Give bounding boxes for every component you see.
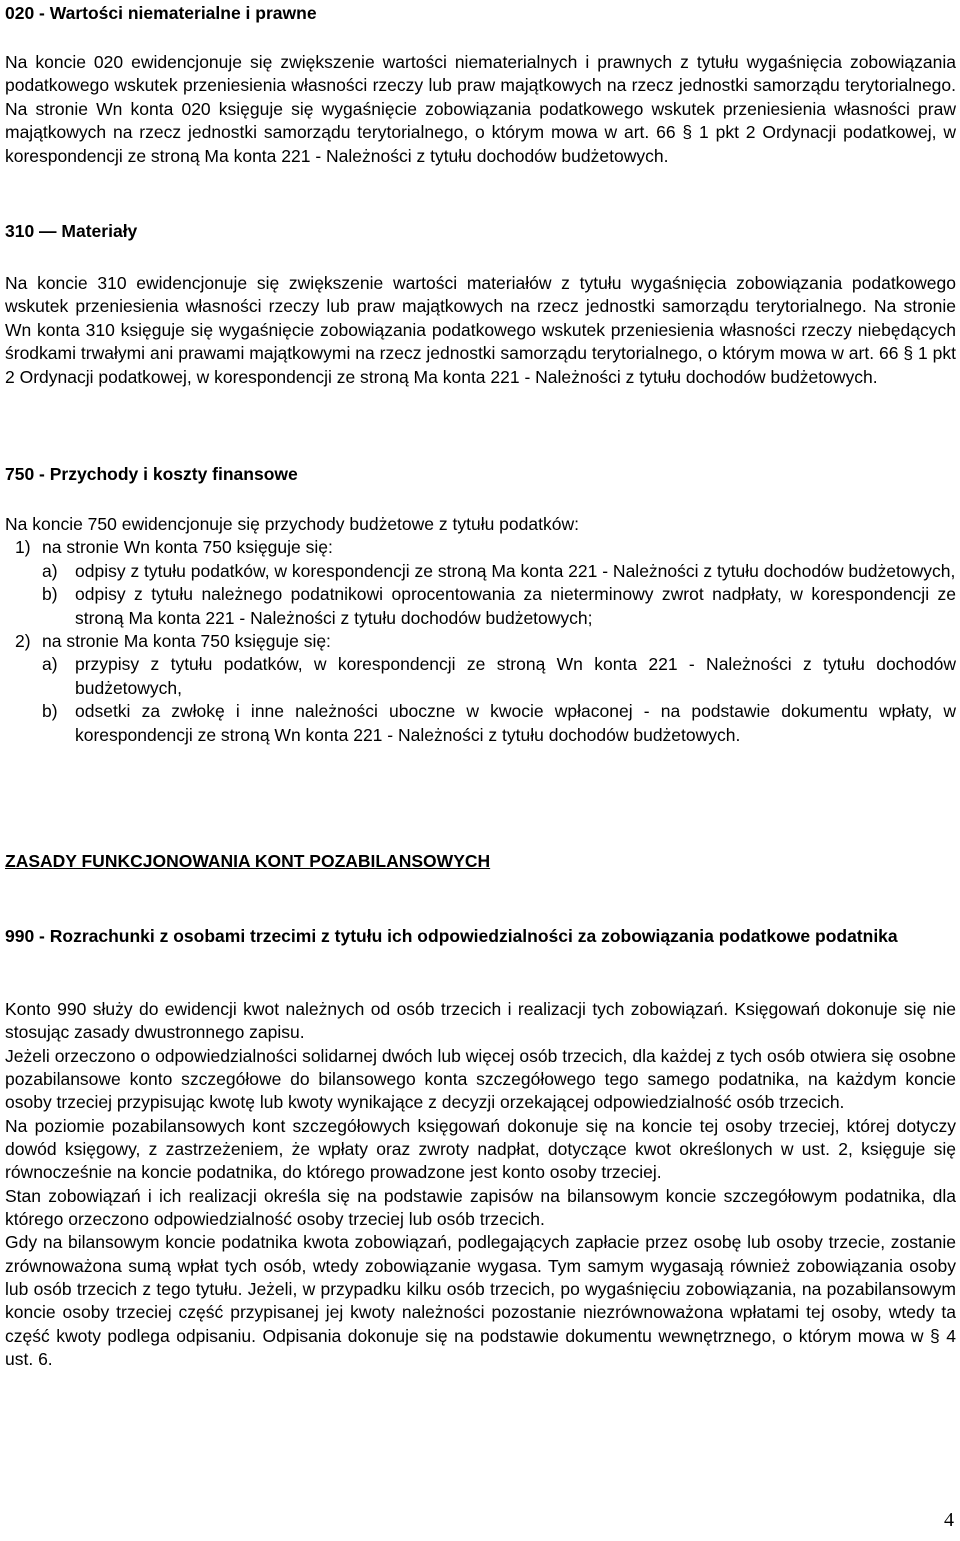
sub-list-letter: a) <box>42 560 58 581</box>
off-balance-accounts-heading: ZASADY FUNKCJONOWANIA KONT POZABILANSOWYCH <box>5 851 491 871</box>
section-310-title: 310 — Materiały <box>5 221 138 241</box>
section-990-paragraph: Gdy na bilansowym koncie podatnika kwota zobowiązań, podlegających zapłacie przez osobę lub osoby trzecie, zostanie zrównoważona sumą wpłat tych osób, wtedy zobowiązanie wygasa. Tym samym wygasają również zobowiązania osoby lub osób trzecich z tego tytułu. Jeżeli, w przypadku kilku osób trzecich, po wygaśnięciu zobowiązania, na pozabilansowym koncie osoby trzeciej część przypisanej jej kwoty należności pozostanie niezrównoważona wpłatami tej osoby, wtedy ta część kwoty podlega odpisaniu. Odpisania dokonuje się na podstawie dokumentu wewnętrznego, o którym mowa w § 4 ust. 6. <box>5 1232 956 1370</box>
section-310-paragraph: Na koncie 310 ewidencjonuje się zwiększenie wartości materiałów z tytułu wygaśnięcia zobowiązania podatkowego wskutek przeniesienia własności rzeczy lub praw majątkowych na rzecz jednostki samorządu terytorialnego. Na stronie Wn konta 310 księguje się wygaśnięcie zobowiązania podatkowego wskutek przeniesienia własności rzeczy niebędących środkami trwałymi ani prawami majątkowymi na rzecz jednostki samorządu terytorialnego, o którym mowa w art. 66 § 1 pkt 2 Ordynacji podatkowej, w korespondencji ze stroną Ma konta 221 - Należności z tytułu dochodów budżetowych. <box>5 273 956 387</box>
section-990-paragraph: Stan zobowiązań i ich realizacji określa się na podstawie zapisów na bilansowym koncie szczegółowym podatnika, dla którego orzeczono odpowiedzialność osoby trzeciej lub osób trzecich. <box>5 1185 956 1230</box>
list-item <box>5 630 956 747</box>
list-item-text: na stronie Ma konta 750 księguje się: <box>42 631 331 652</box>
sub-list-text: odpisy z tytułu należnego podatnikowi oprocentowania za nieterminowy zwrot nadpłaty, w korespondencji ze stroną Ma konta 221 - Należności z tytułu dochodów budżetowych; <box>75 584 956 628</box>
sub-list-letter: b) <box>42 701 58 722</box>
section-990-paragraph: Na poziomie pozabilansowych kont szczegółowych księgowań dokonuje się na koncie tej osoby trzeciej, której dotyczy dowód księgowy, z zastrzeżeniem, że wpłaty oraz zwroty nadpłat, dotyczące kwot określonych w ust. 2, księguje się równocześnie na koncie podatnika, do którego prowadzone jest konto osoby trzeciej. <box>5 1115 956 1183</box>
sub-list-text: odsetki za zwłokę i inne należności uboczne w kwocie wpłaconej - na podstawie dokumentu wpłaty, w korespondencji ze stroną Wn konta 221 - Należności z tytułu dochodów budżetowych. <box>75 701 956 745</box>
page-number: 4 <box>944 1509 954 1531</box>
sub-list-item <box>42 653 956 700</box>
sub-list-item <box>42 700 956 747</box>
list-item-number: 2) <box>15 631 31 652</box>
section-990-paragraph: Konto 990 służy do ewidencji kwot należnych od osób trzecich i realizacji tych zobowiązań. Księgowań dokonuje się nie stosując zasady dwustronnego zapisu. <box>5 999 956 1043</box>
section-020-paragraph: Na koncie 020 ewidencjonuje się zwiększenie wartości niematerialnych i prawnych z tytułu wygaśnięcia zobowiązania podatkowego wskutek przeniesienia własności rzeczy lub praw majątkowych na rzecz jednostki samorządu terytorialnego. Na stronie Wn konta 020 księguje się wygaśnięcie zobowiązania podatkowego wskutek przeniesienia własności praw majątkowych na rzecz jednostki samorządu terytorialnego, o którym mowa w art. 66 § 1 pkt 2 Ordynacji podatkowej, w korespondencji ze stroną Ma konta 221 - Należności z tytułu dochodów budżetowych. <box>5 52 956 166</box>
list-item-number: 1) <box>15 537 31 558</box>
section-020-title: 020 - Wartości niematerialne i prawne <box>5 3 317 23</box>
sub-list-item <box>42 583 956 630</box>
sub-list-letter: a) <box>42 654 58 675</box>
section-750-intro: Na koncie 750 ewidencjonuje się przychody budżetowe z tytułu podatków: <box>5 514 579 534</box>
sub-list <box>42 560 956 630</box>
sub-list-item <box>42 560 956 583</box>
sub-list-text: przypisy z tytułu podatków, w korespondencji ze stroną Wn konta 221 - Należności z tytułu dochodów budżetowych, <box>75 654 956 698</box>
sub-list-letter: b) <box>42 584 58 605</box>
sub-list <box>42 653 956 747</box>
section-750-title: 750 - Przychody i koszty finansowe <box>5 464 298 484</box>
list-item <box>5 536 956 630</box>
sub-list-text: odpisy z tytułu podatków, w korespondencji ze stroną Ma konta 221 - Należności z tytułu dochodów budżetowych, <box>75 560 956 581</box>
section-990-paragraph: Jeżeli orzeczono o odpowiedzialności solidarnej dwóch lub więcej osób trzecich, dla każdej z tych osób otwiera się osobne pozabilansowe konto szczegółowe do bilansowego konta szczegółowego tego samego podatnika, na każdym koncie osoby trzeciej przypisując kwotę lub kwoty wynikające z decyzji orzekającej odpowiedzialność osób trzecich. <box>5 1045 956 1113</box>
section-750-list <box>5 536 956 747</box>
list-item-text: na stronie Wn konta 750 księguje się: <box>42 537 333 558</box>
section-990-title: 990 - Rozrachunki z osobami trzecimi z tytułu ich odpowiedzialności za zobowiązania podatkowe podatnika <box>5 926 898 946</box>
